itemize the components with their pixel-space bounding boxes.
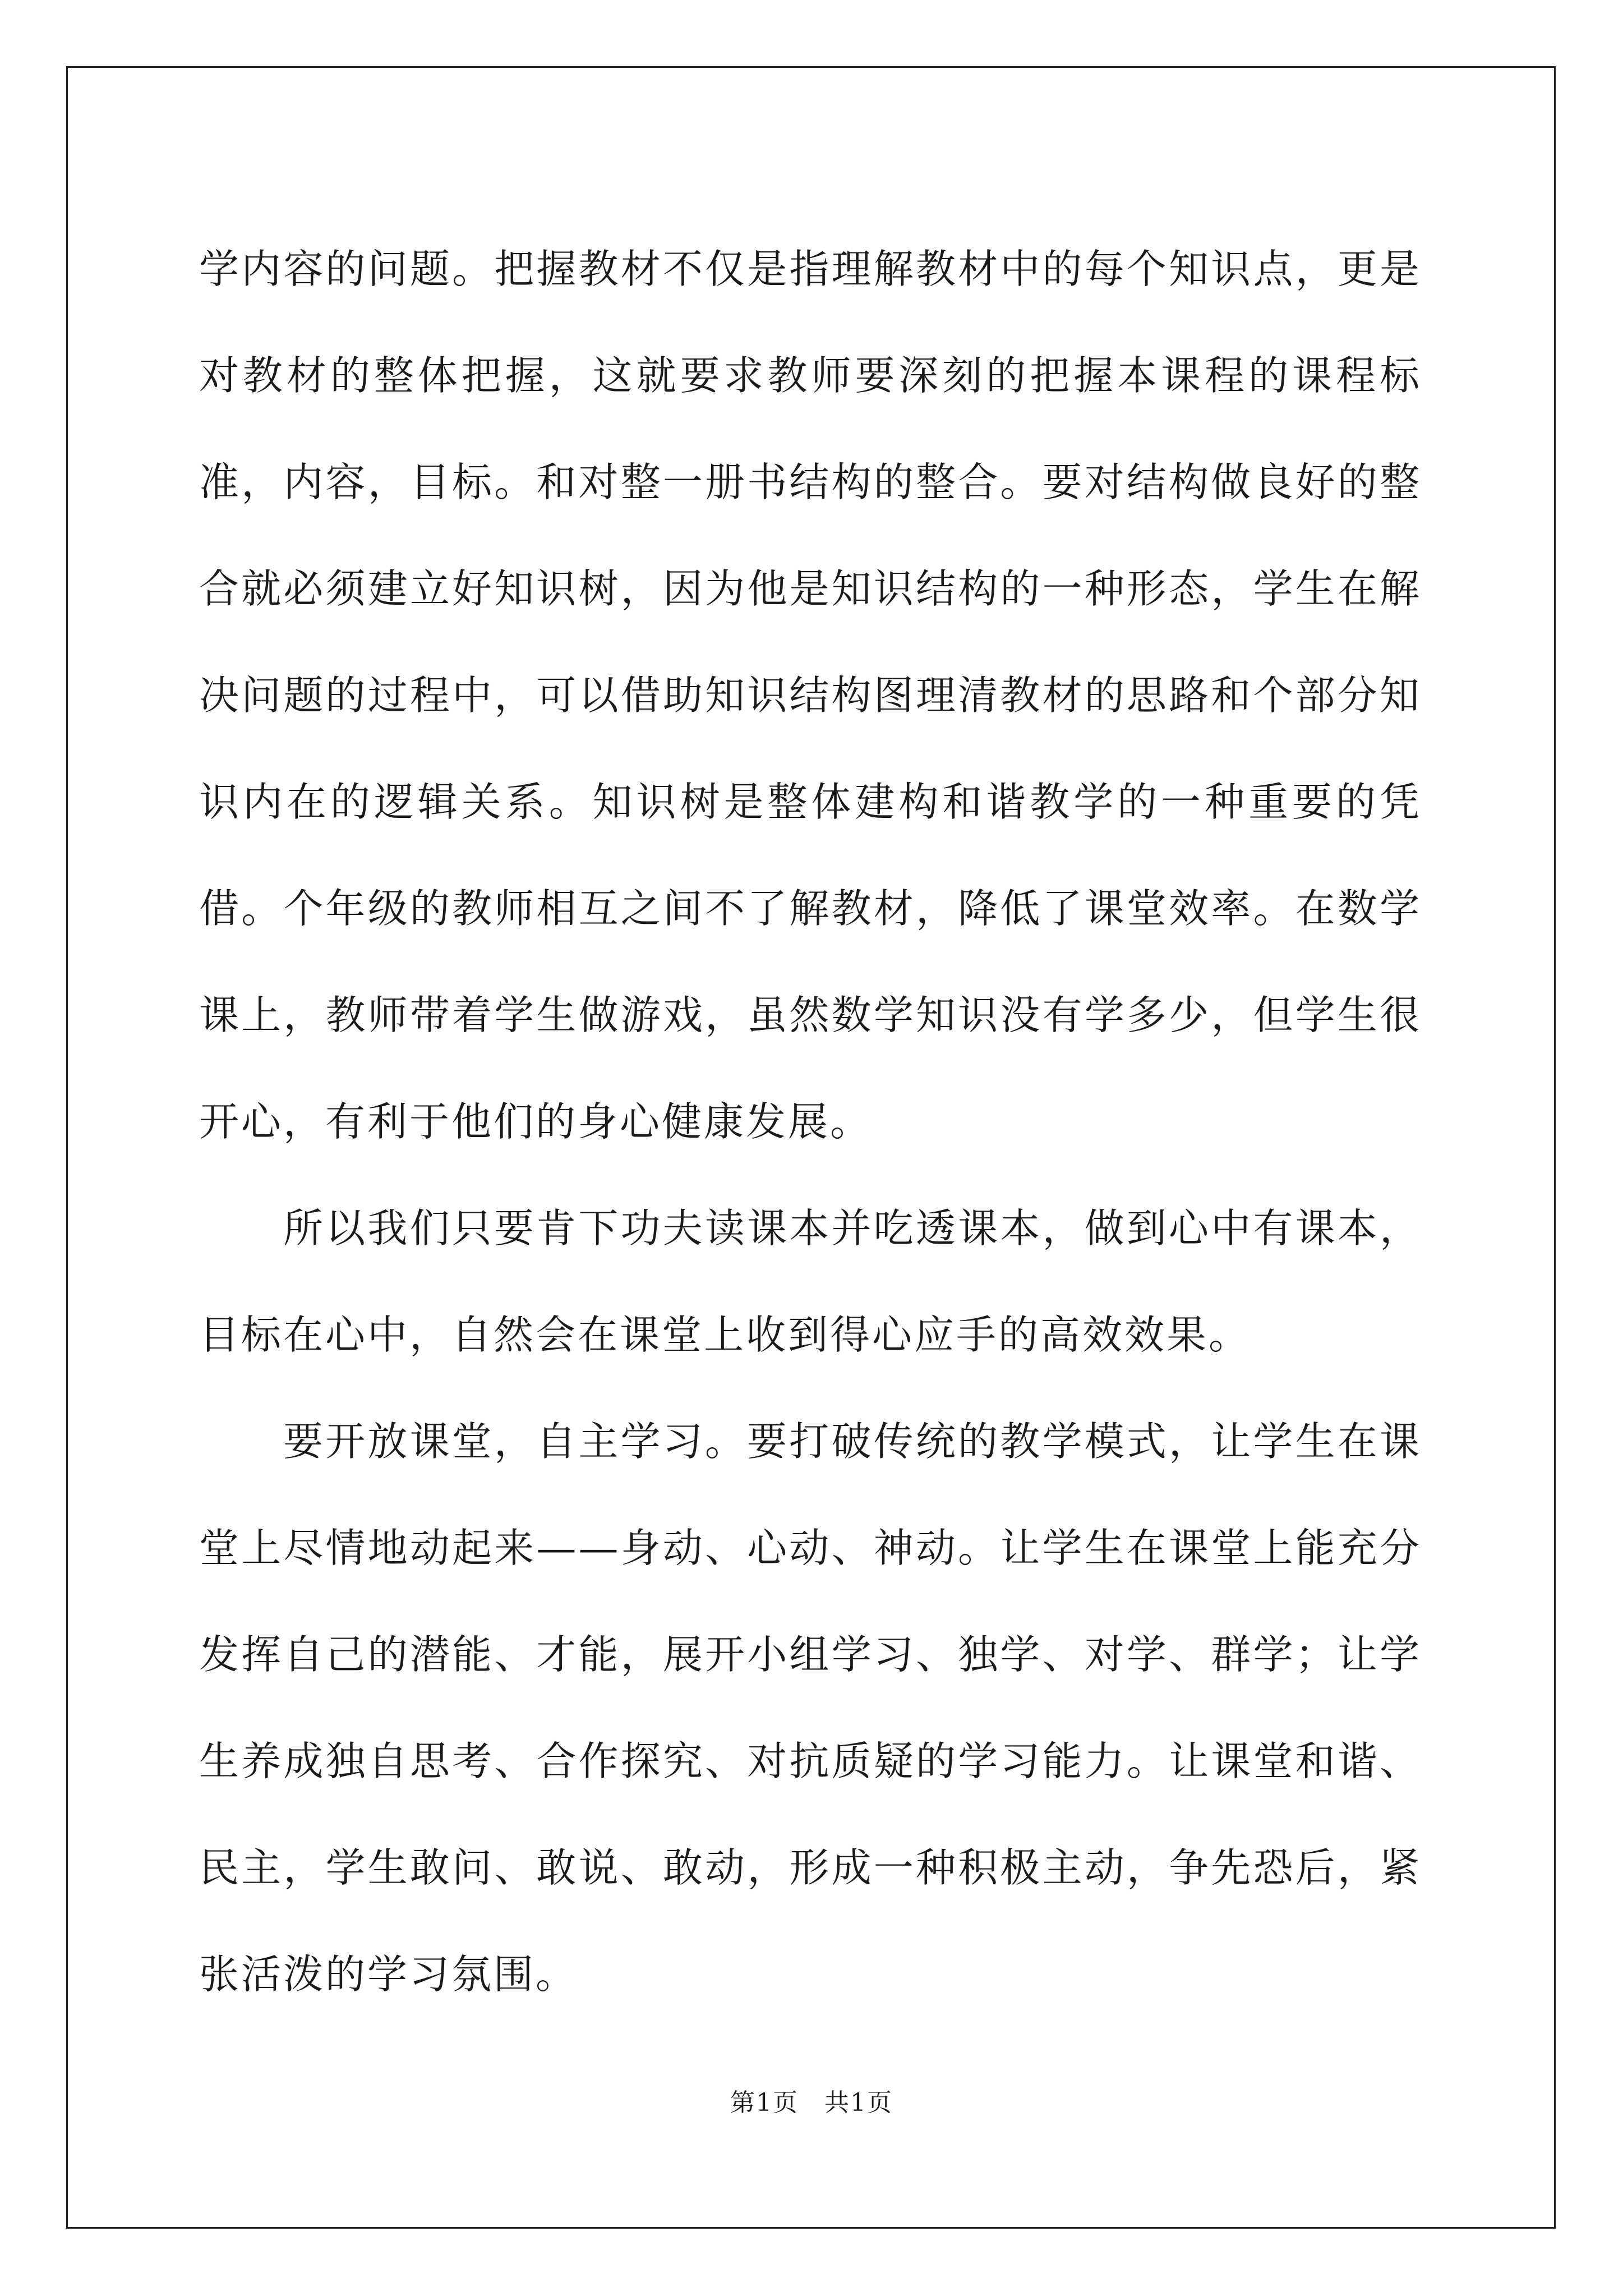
paragraph-1: 学内容的问题。把握教材不仅是指理解教材中的每个知识点，更是对教材的整体把握，这就要求教师要深刻的把握本课程的课程标准，内容，目标。和对整一册书结构的整合。要对结构做良好的整合就必须建立好知识树，因为他是知识结构的一种形态，学生在解决问题的过程中，可以借助知识结构图理清教材的思路和个部分知识内在的逻辑关系。知识树是整体建构和谐教学的一种重要的凭借。个年级的教师相互之间不了解教材，降低了课堂效率。在数学课上，教师带着学生做游戏，虽然数学知识没有学多少，但学生很开心，有利于他们的身心健康发展。 xyxy=(199,246,1422,1145)
paragraph-2: 所以我们只要肯下功夫读课本并吃透课本，做到心中有课本，目标在心中，自然会在课堂上收到得心应手的高效效果。 xyxy=(199,1205,1422,1358)
paragraph-3: 要开放课堂，自主学习。要打破传统的教学模式，让学生在课堂上尽情地动起来——身动、心动、神动。让学生在课堂上能充分发挥自己的潜能、才能，展开小组学习、独学、对学、群学；让学生养成独自思考、合作探究、对抗质疑的学习能力。让课堂和谐、民主，学生敢问、敢说、敢动，形成一种积极主动，争先恐后，紧张活泼的学习氛围。 xyxy=(199,1418,1422,1998)
document-body xyxy=(199,216,1422,2028)
page-number-footer: 第1页 共1页 xyxy=(730,2088,893,2117)
